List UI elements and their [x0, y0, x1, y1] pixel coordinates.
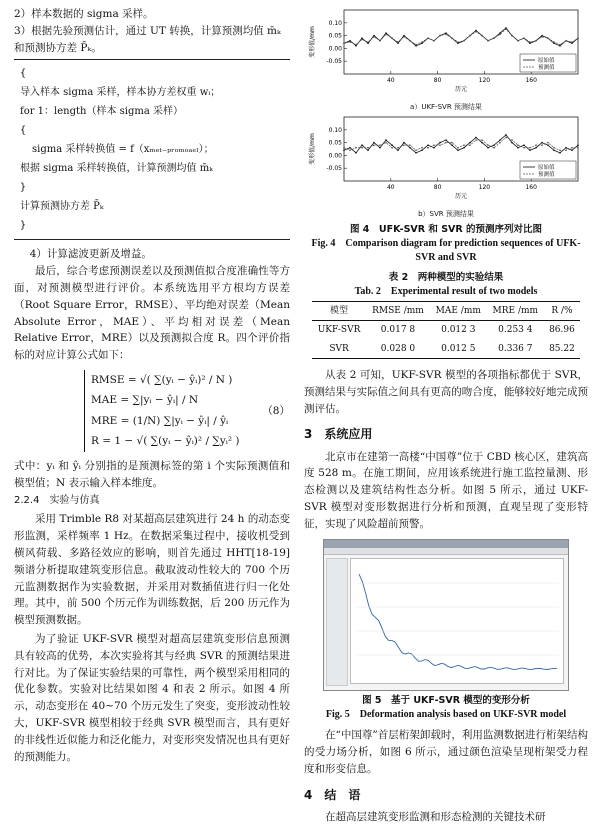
fig4b-point	[511, 139, 513, 141]
fig4b-y-tick-label: 0.05	[328, 139, 342, 147]
step-3: 3）根据先验预测估计，通过 UT 转换，计算预测均值 m̄ₖ 和预测协方差 P̄ₖ。	[14, 24, 281, 54]
fig4b-point	[517, 147, 519, 149]
fig4b-point	[397, 147, 399, 149]
fig4b-point	[409, 144, 411, 146]
fig4b-point	[361, 147, 363, 149]
fig4a-point	[415, 44, 417, 46]
table-cell: UKF-SVR	[317, 325, 361, 336]
fig4a-legend-label: 预测值	[538, 65, 555, 71]
paragraph-formula-note: 式中：yᵢ 和 ŷᵢ 分别指的是预测标签的第 i 个实际预测值和模型值；N 表示输入样本维度。	[14, 459, 290, 489]
fig4b-y-tick-label: 0.00	[328, 152, 342, 160]
fig4b-point	[463, 144, 465, 146]
fig4b-point	[391, 147, 393, 149]
figure-5-caption-cn: 图 5 基于 UKF-SVR 模型的变形分析	[362, 694, 530, 706]
fig4a-point	[463, 40, 465, 42]
figure-5-toolbar	[324, 548, 568, 555]
table-cell: 0.028 0	[380, 343, 416, 354]
fig4a-point	[445, 34, 447, 36]
fig4b-y-axis-label: 变形值/mm	[309, 133, 316, 165]
formula-mre: MRE = (1/N) ∑|yᵢ − ŷᵢ| / ŷᵢ	[91, 414, 229, 427]
algo-line-5: 计算预测协方差 P̄ₖ	[20, 201, 104, 213]
fig4a-point	[559, 44, 561, 46]
paragraph-application: 北京市在建第一高楼“中国尊”位于 CBD 核心区，建筑高度 528 m。在施工期间，应用该系统进行施工监控量测、形态检测以及建筑结构性态分析。如图 5 所示，通过 UKF-SVR 模型对变形数据进行分析和预测，直观呈现了变形特征，实现了风险超前预警。	[304, 450, 588, 530]
fig4a-point	[379, 40, 381, 42]
fig4b-point	[439, 144, 441, 146]
fig4b-point	[445, 139, 447, 141]
fig4b-point	[469, 144, 471, 146]
fig4b-point	[487, 147, 489, 149]
fig4b-point	[505, 137, 507, 139]
fig4a-point	[547, 37, 549, 39]
figure-5-caption-en: Fig. 5 Deformation analysis based on UKF-SVR model	[325, 708, 567, 720]
fig4a-point	[397, 41, 399, 43]
fig4b-point	[559, 152, 561, 154]
table-cell: 0.012 5	[441, 343, 476, 354]
fig4a-point	[505, 28, 507, 30]
figure-5-curve	[359, 574, 557, 670]
algo-line-1: 导入样本 sigma 采样，样本协方差权重 wᵢ；	[20, 87, 221, 99]
fig4a-point	[469, 35, 471, 37]
step-2: 2）样本数据的 sigma 采样。	[14, 8, 154, 20]
step-4: 4）计算滤波更新及增益。	[29, 248, 152, 261]
fig4a-point	[565, 40, 567, 42]
fig4b-point	[547, 142, 549, 144]
fig4b-y-tick-label: 0.10	[328, 126, 342, 134]
figure-5-titlebar	[324, 540, 568, 548]
fig4b-point	[457, 147, 459, 149]
fig4b-point	[451, 144, 453, 146]
fig4a-point	[361, 39, 363, 41]
figure-4a-chart	[304, 6, 588, 98]
fig4a-point	[499, 34, 501, 36]
fig4b-point	[367, 149, 369, 151]
fig4a-y-tick-label: -0.05	[326, 58, 342, 66]
formula-rmse: RMSE = √( ∑(yᵢ − ŷᵢ)² / N )	[91, 373, 233, 386]
fig4a-x-tick-label: 160	[525, 77, 537, 84]
fig4b-point	[427, 147, 429, 149]
fig4a-point	[571, 41, 573, 43]
table-header-r: R /%	[551, 305, 573, 316]
fig4b-point	[523, 147, 525, 149]
fig4a-point	[541, 36, 543, 38]
fig4a-point	[553, 41, 555, 43]
algorithm-block	[14, 59, 290, 240]
table-row	[312, 321, 580, 340]
fig4b-point	[433, 147, 435, 149]
fig4b-series-predicted	[344, 137, 578, 150]
fig4b-point	[385, 139, 387, 141]
fig4b-point	[397, 149, 399, 151]
table-cell: 0.253 4	[498, 325, 533, 336]
fig4b-point	[511, 142, 513, 144]
fig4a-point	[451, 37, 453, 39]
figure-5	[323, 539, 569, 691]
fig4b-point	[403, 142, 405, 144]
paragraph-comparison: 为了验证 UKF-SVR 模型对超高层建筑变形信息预测具有较高的优势，本次实验将其与经典 SVR 的预测结果进行对比。为了保证实验结果的可靠性，两个模型采用相同的优化参数。实验对比结果如图 4 和表 2 所示。如图 4 所示，动态变形在 40~70 个历元发生了突变，变形波动性较大，UKF-SVR 模型相较于经典 SVR 模型而言，具有更好的非线性近似能力和泛化能力，对变形突发情况也具有更好的预测能力。	[14, 633, 290, 763]
fig4b-point	[499, 139, 501, 141]
figure-4b-sublabel: b）SVR 预测结果	[418, 209, 474, 218]
fig4b-point	[385, 142, 387, 144]
fig4b-point	[427, 144, 429, 146]
fig4a-legend-label: 原始值	[538, 58, 555, 64]
fig4a-x-tick-label: 40	[386, 77, 395, 84]
fig4b-point	[373, 142, 375, 144]
table-header-row	[312, 301, 580, 320]
fig4b-point	[349, 149, 351, 151]
fig4b-point	[523, 144, 525, 146]
fig4a-point	[391, 37, 393, 39]
fig4a-point	[409, 40, 411, 42]
fig4a-y-tick-label: 0.10	[328, 19, 342, 27]
fig4b-point	[469, 142, 471, 144]
table-header-model: 模型	[330, 305, 349, 316]
fig4a-point	[385, 34, 387, 36]
fig4a-y-tick-label: 0.00	[328, 45, 342, 53]
fig4b-point	[577, 144, 579, 146]
fig4b-point	[505, 134, 507, 136]
fig4b-point	[391, 144, 393, 146]
table-2	[312, 301, 580, 359]
table-cell: 86.96	[549, 325, 575, 336]
fig4b-x-axis-label: 历元	[454, 192, 468, 200]
fig4a-point	[535, 40, 537, 42]
paragraph-truss: 在“中国尊”首层桁架卸载时，利用监测数据进行桁架结构的受力场分析，如图 6 所示，通过颜色渲染呈现桁架受力程度和形变信息。	[304, 729, 588, 775]
table-header-rmse: RMSE /mm	[372, 305, 424, 316]
fig4b-point	[361, 144, 363, 146]
fig4b-x-tick-label: 40	[386, 183, 395, 191]
fig4b-point	[433, 144, 435, 146]
paragraph-experiment: 采用 Trimble R8 对某超高层建筑进行 24 h 的动态变形监测，采样频率 1 Hz。在数据采集过程中，接收机受到横风荷载、多路径效应的影响，则首先通过 HHT[18-19] 频谱分析提取建筑变形信息。截取波动性较大的 700 个历元监测数据作为实验数据，并采用对数插值进行归一化处理。其中，前 500 个历元作为训练数据，后 200 历元作为模型预测数据。	[14, 513, 290, 627]
section-3-heading: 3 系统应用	[304, 427, 373, 442]
fig4a-point	[343, 42, 345, 44]
fig4b-point	[571, 149, 573, 151]
fig4a-point	[355, 44, 357, 46]
fig4a-point	[457, 41, 459, 43]
fig4b-x-tick-label: 80	[433, 183, 442, 191]
fig4b-legend-label: 预测值	[538, 171, 555, 178]
fig4b-point	[547, 144, 549, 146]
fig4a-point	[403, 36, 405, 38]
fig4b-point	[553, 149, 555, 151]
table-cell: 85.22	[549, 343, 575, 354]
table-cell: 0.012 3	[441, 325, 476, 336]
fig4b-point	[355, 152, 357, 154]
fig4b-point	[439, 142, 441, 144]
fig4b-point	[535, 147, 537, 149]
fig4b-point	[529, 149, 531, 151]
fig4b-point	[343, 149, 345, 151]
fig4a-point	[529, 41, 531, 43]
fig4b-point	[541, 144, 543, 146]
formula-r: R = 1 − √( ∑(yᵢ − ŷᵢ)² / ∑yᵢ² )	[91, 435, 240, 448]
algo-line-2: for 1：length（样本 sigma 采样）	[20, 106, 183, 118]
algo-close-1: }	[20, 220, 27, 232]
fig4a-point	[511, 35, 513, 37]
fig4b-point	[517, 144, 519, 146]
fig4b-point	[409, 147, 411, 149]
figure-5-plot	[350, 558, 564, 684]
fig4b-point	[541, 142, 543, 144]
fig4b-point	[571, 147, 573, 149]
formula-mae: MAE = ∑|yᵢ − ŷᵢ| / N	[91, 394, 199, 407]
fig4a-point	[487, 40, 489, 42]
fig4b-point	[349, 147, 351, 149]
fig4b-point	[535, 144, 537, 146]
fig4b-point	[529, 147, 531, 149]
section-4-heading: 4 结 语	[304, 787, 361, 802]
fig4b-point	[379, 147, 381, 149]
figure-4b-chart	[304, 113, 588, 205]
fig4b-point	[559, 149, 561, 151]
fig4a-point	[367, 41, 369, 43]
fig4b-point	[481, 142, 483, 144]
fig4b-point	[499, 142, 501, 144]
fig4b-point	[421, 149, 423, 151]
algo-line-3: sigma 采样转换值 = f（xₘₑₜ₋ₚᵣₒₘₒₐₑₗ）；	[32, 144, 214, 156]
left-column	[14, 6, 290, 765]
fig4a-point	[481, 35, 483, 37]
figure-4-caption-en: Fig. 4 Comparison diagram for prediction sequences of UFK-SVR and SVR	[311, 238, 581, 263]
section-2-2-4-heading: 2.2.4 实验与仿真	[14, 495, 100, 507]
fig4a-point	[577, 37, 579, 39]
fig4a-point	[427, 37, 429, 39]
table-cell: SVR	[329, 343, 349, 354]
algo-open-1: {	[20, 68, 27, 80]
figure-5-side-panel	[326, 558, 348, 686]
fig4b-series-original	[344, 135, 578, 153]
figure-4a-sublabel: a）UKF-SVR 预测结果	[410, 102, 482, 111]
fig4b-point	[565, 147, 567, 149]
figure-4	[304, 6, 588, 264]
fig4b-x-tick-label: 160	[525, 183, 537, 191]
fig4a-point	[421, 41, 423, 43]
fig4a-x-tick-label: 80	[433, 77, 442, 84]
fig4a-x-axis-label: 历元	[454, 86, 468, 93]
fig4b-point	[553, 147, 555, 149]
paragraph-table-result: 从表 2 可知，UKF-SVR 模型的各项指标都优于 SVR，预测结果与实际值之间具有更高的吻合度，能够较好地完成预测评估。	[304, 369, 588, 415]
fig4b-x-tick-label: 120	[478, 183, 491, 191]
fig4a-point	[433, 40, 435, 42]
fig4b-point	[487, 144, 489, 146]
equation-number: （8）	[262, 404, 290, 417]
fig4b-point	[421, 147, 423, 149]
table-cell: 0.336 7	[498, 343, 533, 354]
fig4a-point	[373, 36, 375, 38]
fig4a-y-axis-label: 变形值/mm	[309, 26, 316, 58]
fig4b-point	[463, 147, 465, 149]
fig4b-point	[415, 152, 417, 154]
fig4b-point	[373, 144, 375, 146]
formula-bracket	[84, 370, 260, 452]
table-2-caption-cn: 表 2 两种模型的实验结果	[388, 272, 504, 284]
fig4b-point	[355, 147, 357, 149]
fig4b-point	[445, 142, 447, 144]
fig4b-point	[379, 144, 381, 146]
fig4a-point	[493, 37, 495, 39]
algo-close-2: }	[20, 182, 27, 194]
figure-4-caption-cn: 图 4 UFK-SVR 和 SVR 的预测序列对比图	[349, 223, 543, 235]
fig4b-point	[565, 149, 567, 151]
fig4b-point	[415, 149, 417, 151]
fig4a-point	[523, 37, 525, 39]
fig4b-point	[403, 144, 405, 146]
formula-8	[14, 370, 290, 452]
right-column	[304, 6, 588, 826]
algo-open-2: {	[20, 125, 27, 137]
fig4a-point	[439, 35, 441, 37]
fig4a-x-tick-label: 120	[478, 77, 491, 84]
fig4b-point	[451, 142, 453, 144]
fig4b-point	[457, 149, 459, 151]
fig4b-point	[493, 147, 495, 149]
fig4b-y-tick-label: -0.05	[326, 165, 342, 173]
fig4a-point	[475, 31, 477, 33]
fig4b-point	[577, 147, 579, 149]
fig4b-point	[481, 139, 483, 141]
table-header-mre: MRE /mm	[492, 305, 539, 316]
fig4b-point	[493, 144, 495, 146]
paragraph-evaluation: 最后，综合考虑预测误差以及预测值拟合度准确性等方面，对预测模型进行评价。本系统选用平方根均方误差（Root Square Error，RMSE）、平均绝对误差（Mean Absolute Error，MAE）、平均相对误差（Mean Relative Error，MRE）以及预测拟合度 R。四个评价指标的对应计算公式如下：	[14, 265, 290, 362]
fig4a-point	[517, 40, 519, 42]
table-2-caption-en: Tab. 2 Experimental result of two models	[354, 286, 538, 298]
fig4b-legend-label: 原始值	[538, 164, 555, 171]
table-header-mae: MAE /mm	[435, 305, 481, 316]
table-row	[312, 340, 580, 359]
algo-line-4: 根据 sigma 采样转换值，计算预测均值 m̄ₖ	[20, 163, 213, 175]
fig4b-point	[343, 147, 345, 149]
table-cell: 0.017 8	[380, 325, 416, 336]
fig4b-point	[475, 139, 477, 141]
fig4a-point	[349, 41, 351, 43]
fig4b-point	[475, 137, 477, 139]
fig4a-y-tick-label: 0.05	[328, 32, 342, 40]
fig4b-point	[367, 147, 369, 149]
paragraph-conclusion: 在超高层建筑变形监测和形态检测的关键技术研	[325, 810, 546, 823]
